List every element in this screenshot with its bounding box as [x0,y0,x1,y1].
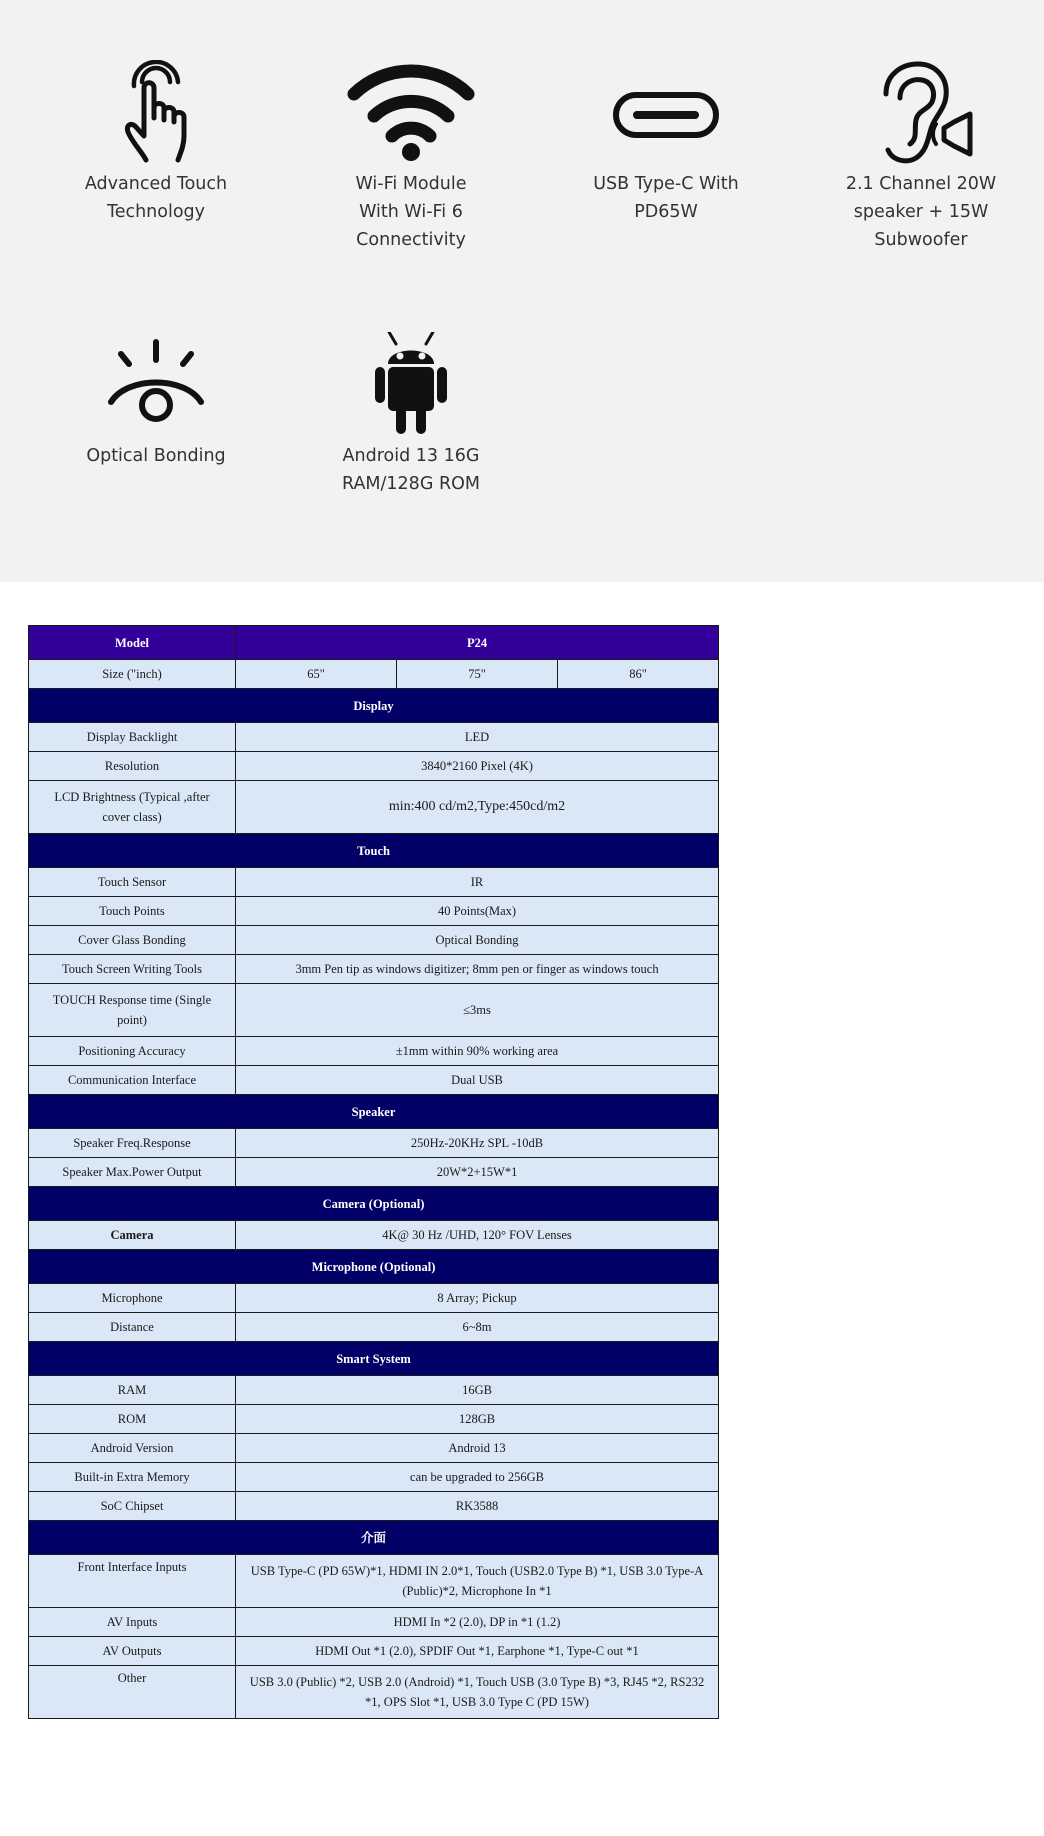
size-value: 75" [397,660,558,689]
feature-label-line: Optical Bonding [86,446,226,466]
table-row [29,1221,719,1250]
table-row [29,1463,719,1492]
spec-value: LED [236,723,719,752]
section-row [29,1095,719,1129]
spec-value: can be upgraded to 256GB [236,1463,719,1492]
table-row [29,660,719,689]
spec-value: min:400 cd/m2,Type:450cd/m2 [236,781,719,834]
spec-value: 3mm Pen tip as windows digitizer; 8mm pen or finger as windows touch [236,955,719,984]
spec-label: Touch Sensor [29,868,236,897]
spec-label: SoC Chipset [29,1492,236,1521]
spec-value: Dual USB [236,1066,719,1095]
spec-table [28,625,719,1719]
features-section [0,0,1044,582]
feature-label-line: Technology [106,202,206,222]
feature-label-line: With Wi-Fi 6 [359,202,463,222]
table-row [29,1129,719,1158]
feature-optical-bonding [28,332,284,470]
feature-label-line: Advanced Touch [84,174,228,194]
spec-label: Touch Points [29,897,236,926]
spec-label: AV Inputs [29,1608,236,1637]
section-row [29,1521,719,1555]
feature-label-line: Wi-Fi Module [355,174,467,194]
feature-label-line: Connectivity [356,230,466,250]
table-row [29,984,719,1037]
table-row [29,1608,719,1637]
table-row [29,926,719,955]
table-row [29,781,719,834]
model-label: Model [29,626,236,660]
table-row [29,1037,719,1066]
section-title: Smart System [29,1342,719,1376]
spec-value: ±1mm within 90% working area [236,1037,719,1066]
table-row [29,1284,719,1313]
table-header-row [29,626,719,660]
table-row [29,1637,719,1666]
section-row [29,834,719,868]
table-row [29,1492,719,1521]
spec-value: Optical Bonding [236,926,719,955]
table-row [29,868,719,897]
spec-label: Touch Screen Writing Tools [29,955,236,984]
spec-value: ≤3ms [236,984,719,1037]
spec-value: IR [236,868,719,897]
table-row [29,1666,719,1719]
table-row [29,1434,719,1463]
ear-speaker-icon [866,60,976,170]
table-row [29,1313,719,1342]
section-row [29,1187,719,1221]
table-row [29,723,719,752]
size-value: 86" [558,660,719,689]
feature-label-line: Android 13 16G [342,446,480,466]
spec-label: Cover Glass Bonding [29,926,236,955]
spec-value: 6~8m [236,1313,719,1342]
section-row [29,1342,719,1376]
feature-label-line: RAM/128G ROM [342,474,480,494]
spec-value: 3840*2160 Pixel (4K) [236,752,719,781]
spec-value: RK3588 [236,1492,719,1521]
usb-c-icon [611,60,721,170]
feature-label-line: USB Type-C With [593,174,739,194]
section-title: Display [29,689,719,723]
spec-label: Display Backlight [29,723,236,752]
section-title: 介面 [29,1521,719,1555]
spec-value: Android 13 [236,1434,719,1463]
feature-speaker [793,60,1044,254]
spec-label: Speaker Max.Power Output [29,1158,236,1187]
section-title: Touch [29,834,719,868]
android-icon [356,332,466,442]
section-row [29,1250,719,1284]
spec-label: Communication Interface [29,1066,236,1095]
feature-android [283,332,539,498]
feature-label-line: Subwoofer [874,230,968,250]
spec-label: Android Version [29,1434,236,1463]
table-row [29,955,719,984]
spec-value: 20W*2+15W*1 [236,1158,719,1187]
section-title: Microphone (Optional) [29,1250,719,1284]
section-title: Speaker [29,1095,719,1129]
spec-label: Front Interface Inputs [29,1555,236,1608]
spec-label: AV Outputs [29,1637,236,1666]
spec-label: Other [29,1666,236,1719]
table-row [29,752,719,781]
spec-label: Built-in Extra Memory [29,1463,236,1492]
model-value: P24 [236,626,719,660]
touch-hand-icon [106,60,206,170]
spec-label: Positioning Accuracy [29,1037,236,1066]
spec-value: 40 Points(Max) [236,897,719,926]
feature-touch [28,60,284,226]
spec-value: HDMI In *2 (2.0), DP in *1 (1.2) [236,1608,719,1637]
feature-usbc [538,60,794,226]
feature-label-line: speaker + 15W [853,202,989,222]
table-row [29,1066,719,1095]
spec-label: Resolution [29,752,236,781]
section-row [29,689,719,723]
table-row [29,1405,719,1434]
spec-value: USB Type-C (PD 65W)*1, HDMI IN 2.0*1, Touch (USB2.0 Type B) *1, USB 3.0 Type-A (Public)*2, Microphone In *1 [236,1555,719,1608]
spec-label: Distance [29,1313,236,1342]
spec-value: 16GB [236,1376,719,1405]
spec-label: LCD Brightness (Typical ,after cover class) [29,781,236,834]
feature-label-line: PD65W [634,202,698,222]
size-label: Size ("inch) [29,660,236,689]
table-row [29,1158,719,1187]
eye-icon [101,332,211,442]
feature-label-line: 2.1 Channel 20W [845,174,997,194]
spec-label: ROM [29,1405,236,1434]
section-title: Camera (Optional) [29,1187,719,1221]
spec-label: RAM [29,1376,236,1405]
table-row [29,1376,719,1405]
spec-value: 128GB [236,1405,719,1434]
spec-value: 250Hz-20KHz SPL -10dB [236,1129,719,1158]
spec-value: 8 Array; Pickup [236,1284,719,1313]
table-row [29,1555,719,1608]
spec-value: HDMI Out *1 (2.0), SPDIF Out *1, Earphone *1, Type-C out *1 [236,1637,719,1666]
spec-label: Camera [29,1221,236,1250]
size-value: 65" [236,660,397,689]
spec-label: Speaker Freq.Response [29,1129,236,1158]
wifi-icon [346,60,476,170]
table-row [29,897,719,926]
spec-value: USB 3.0 (Public) *2, USB 2.0 (Android) *1, Touch USB (3.0 Type B) *3, RJ45 *2, RS232 *1, OPS Slot *1, USB 3.0 Type C (PD 15W) [236,1666,719,1719]
spec-label: Microphone [29,1284,236,1313]
spec-value: 4K@ 30 Hz /UHD, 120° FOV Lenses [236,1221,719,1250]
spec-label: TOUCH Response time (Single point) [29,984,236,1037]
feature-wifi [283,60,539,254]
